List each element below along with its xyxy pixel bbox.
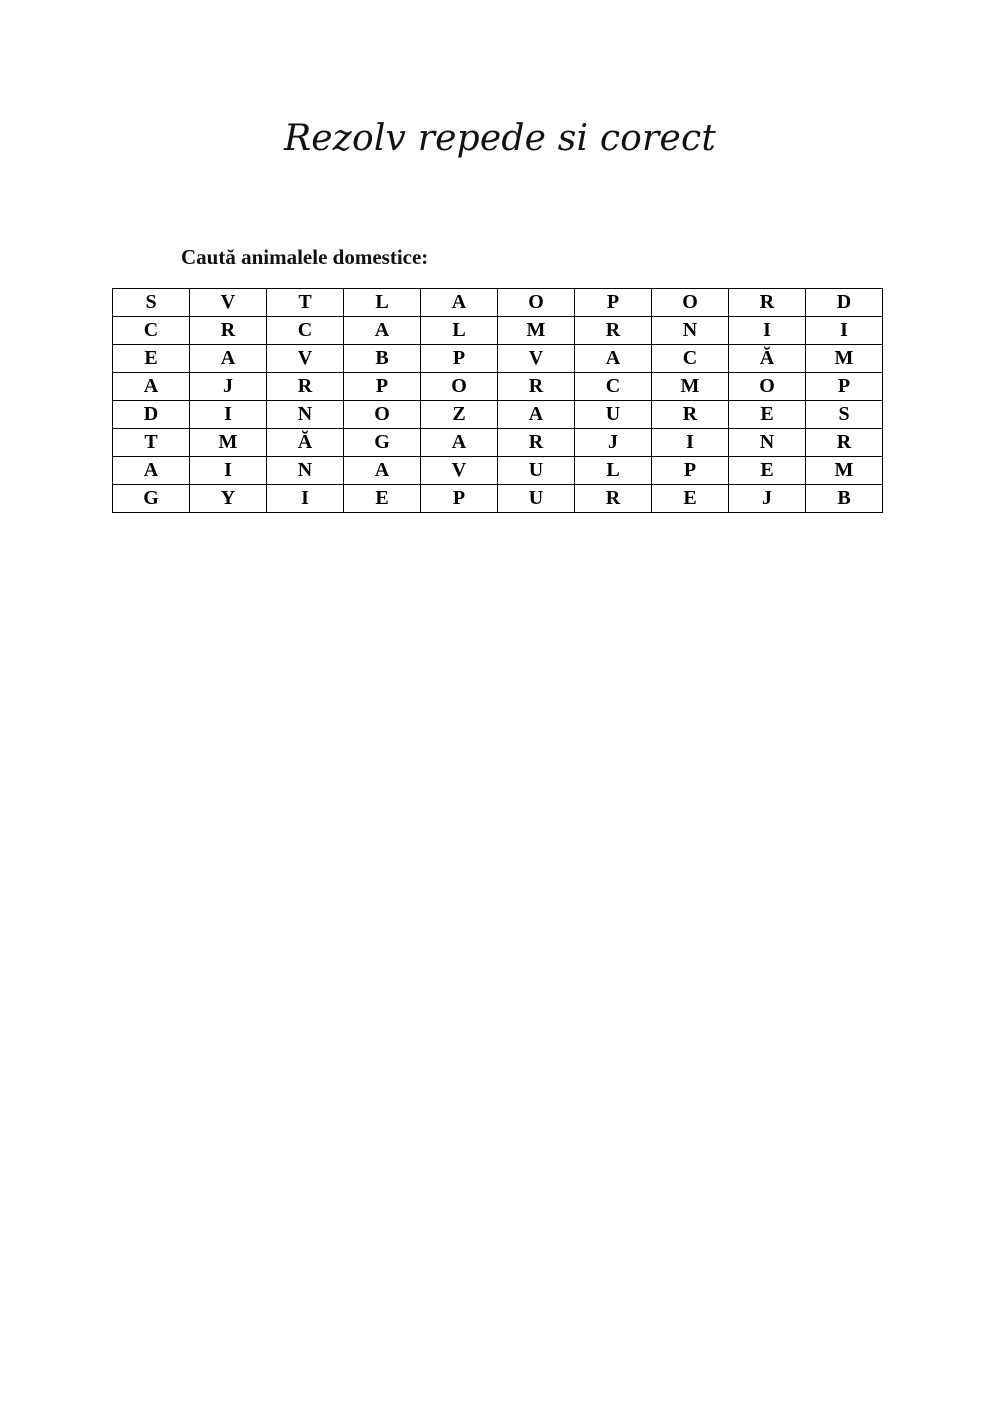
grid-cell[interactable]: Ă <box>729 345 806 373</box>
grid-cell[interactable]: S <box>113 289 190 317</box>
grid-cell[interactable]: R <box>575 317 652 345</box>
grid-cell[interactable]: M <box>498 317 575 345</box>
grid-cell[interactable]: V <box>421 457 498 485</box>
grid-cell[interactable]: E <box>652 485 729 513</box>
grid-cell[interactable]: V <box>498 345 575 373</box>
grid-cell[interactable]: M <box>190 429 267 457</box>
grid-cell[interactable]: E <box>729 401 806 429</box>
grid-cell[interactable]: R <box>652 401 729 429</box>
word-search-grid-body <box>113 289 883 513</box>
grid-cell[interactable]: L <box>421 317 498 345</box>
grid-row <box>113 485 883 513</box>
grid-cell[interactable]: P <box>421 345 498 373</box>
grid-cell[interactable]: P <box>806 373 883 401</box>
grid-cell[interactable]: I <box>267 485 344 513</box>
grid-cell[interactable]: R <box>267 373 344 401</box>
grid-cell[interactable]: E <box>729 457 806 485</box>
grid-cell[interactable]: P <box>421 485 498 513</box>
grid-cell[interactable]: T <box>113 429 190 457</box>
grid-row <box>113 317 883 345</box>
grid-cell[interactable]: P <box>575 289 652 317</box>
grid-cell[interactable]: N <box>729 429 806 457</box>
grid-cell[interactable]: R <box>190 317 267 345</box>
grid-cell[interactable]: A <box>421 289 498 317</box>
grid-cell[interactable]: M <box>806 457 883 485</box>
grid-row <box>113 289 883 317</box>
grid-cell[interactable]: J <box>575 429 652 457</box>
grid-cell[interactable]: L <box>575 457 652 485</box>
grid-cell[interactable]: A <box>113 457 190 485</box>
grid-cell[interactable]: L <box>344 289 421 317</box>
grid-cell[interactable]: O <box>729 373 806 401</box>
grid-cell[interactable]: I <box>729 317 806 345</box>
grid-cell[interactable]: R <box>498 429 575 457</box>
grid-cell[interactable]: P <box>344 373 421 401</box>
grid-row <box>113 429 883 457</box>
instruction-text: Caută animalele domestice: <box>181 245 429 269</box>
grid-cell[interactable]: T <box>267 289 344 317</box>
grid-cell[interactable]: R <box>806 429 883 457</box>
grid-cell[interactable]: R <box>575 485 652 513</box>
grid-cell[interactable]: C <box>267 317 344 345</box>
grid-row <box>113 373 883 401</box>
grid-cell[interactable]: I <box>190 457 267 485</box>
grid-cell[interactable]: Z <box>421 401 498 429</box>
grid-cell[interactable]: U <box>498 457 575 485</box>
grid-cell[interactable]: I <box>190 401 267 429</box>
grid-cell[interactable]: B <box>806 485 883 513</box>
page-title: Rezolv repede si corect <box>283 118 716 159</box>
grid-row <box>113 345 883 373</box>
grid-cell[interactable]: M <box>652 373 729 401</box>
grid-cell[interactable]: V <box>190 289 267 317</box>
grid-row <box>113 401 883 429</box>
grid-cell[interactable]: Ă <box>267 429 344 457</box>
grid-cell[interactable]: M <box>806 345 883 373</box>
grid-cell[interactable]: O <box>344 401 421 429</box>
grid-cell[interactable]: U <box>575 401 652 429</box>
grid-cell[interactable]: C <box>575 373 652 401</box>
grid-cell[interactable]: R <box>498 373 575 401</box>
grid-cell[interactable]: O <box>498 289 575 317</box>
grid-cell[interactable]: P <box>652 457 729 485</box>
grid-cell[interactable]: A <box>498 401 575 429</box>
grid-cell[interactable]: O <box>421 373 498 401</box>
grid-cell[interactable]: S <box>806 401 883 429</box>
grid-cell[interactable]: Y <box>190 485 267 513</box>
grid-cell[interactable]: A <box>575 345 652 373</box>
grid-cell[interactable]: I <box>806 317 883 345</box>
grid-cell[interactable]: E <box>113 345 190 373</box>
grid-cell[interactable]: N <box>652 317 729 345</box>
grid-cell[interactable]: G <box>344 429 421 457</box>
grid-cell[interactable]: R <box>729 289 806 317</box>
grid-cell[interactable]: B <box>344 345 421 373</box>
grid-cell[interactable]: G <box>113 485 190 513</box>
grid-cell[interactable]: N <box>267 401 344 429</box>
grid-cell[interactable]: A <box>344 457 421 485</box>
grid-cell[interactable]: A <box>421 429 498 457</box>
grid-cell[interactable]: C <box>652 345 729 373</box>
grid-cell[interactable]: D <box>806 289 883 317</box>
grid-cell[interactable]: A <box>344 317 421 345</box>
word-search-grid <box>112 288 883 513</box>
grid-cell[interactable]: J <box>190 373 267 401</box>
grid-cell[interactable]: A <box>113 373 190 401</box>
grid-cell[interactable]: U <box>498 485 575 513</box>
grid-cell[interactable]: D <box>113 401 190 429</box>
grid-cell[interactable]: V <box>267 345 344 373</box>
grid-cell[interactable]: O <box>652 289 729 317</box>
grid-row <box>113 457 883 485</box>
grid-cell[interactable]: J <box>729 485 806 513</box>
grid-cell[interactable]: N <box>267 457 344 485</box>
grid-cell[interactable]: C <box>113 317 190 345</box>
grid-cell[interactable]: I <box>652 429 729 457</box>
grid-cell[interactable]: E <box>344 485 421 513</box>
grid-cell[interactable]: A <box>190 345 267 373</box>
